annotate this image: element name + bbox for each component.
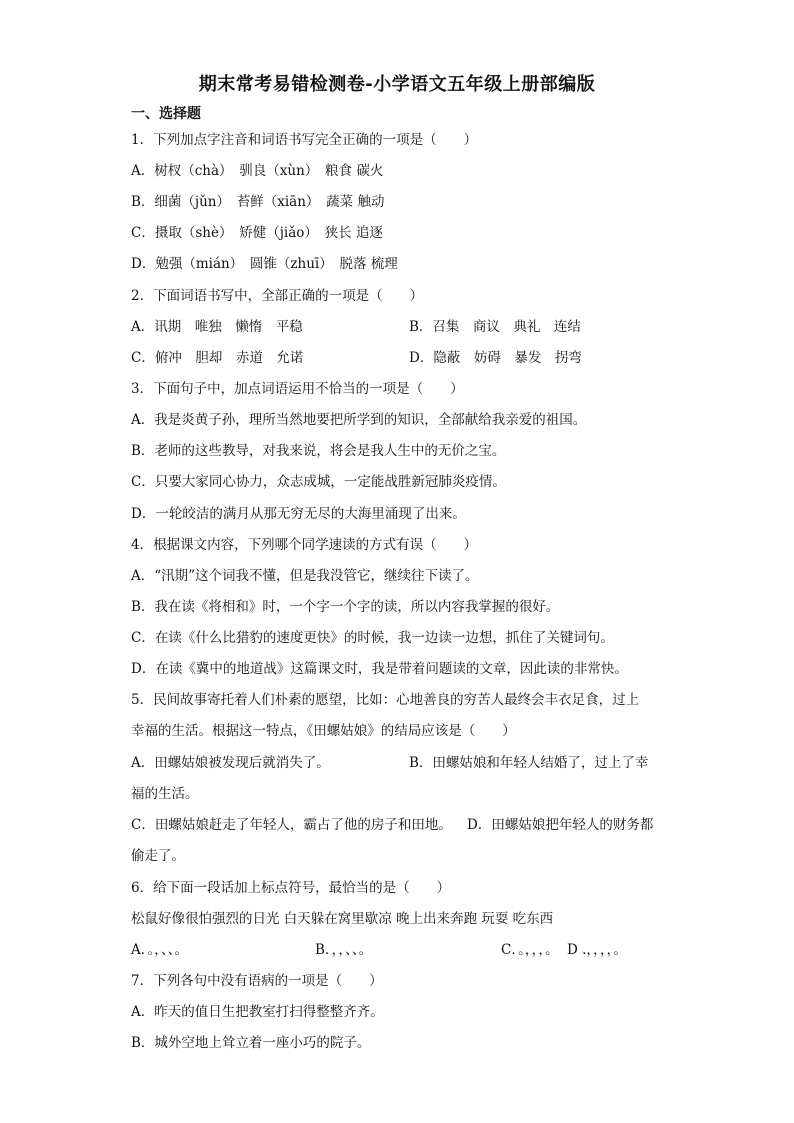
question-6-option-d: D .，，，，。 bbox=[567, 942, 627, 958]
question-4-option-b: B．我在读《将相和》时，一个字一个字的读，所以内容我掌握的很好。 bbox=[131, 599, 560, 615]
question-7-option-a: A．昨天的值日生把教室打扫得整整齐齐。 bbox=[131, 1004, 384, 1020]
question-6-option-b: B．，，、、。 bbox=[315, 942, 373, 958]
question-4-option-a: A．“汛期”这个词我不懂，但是我没管它，继续往下读了。 bbox=[131, 568, 479, 584]
question-4-option-c: C．在读《什么比猎豹的速度更快》的时候，我一边读一边想，抓住了关键词句。 bbox=[131, 630, 614, 646]
question-3-stem: 3．下面句子中，加点词语运用不恰当的一项是（ ） bbox=[131, 381, 464, 397]
question-1-option-b: B．细菌（jǔn） 苔鲜（xiān） 蔬菜 触动 bbox=[131, 194, 385, 210]
question-6-passage: 松鼠好像很怕强烈的日光 白天躲在窝里歇凉 晚上出来奔跑 玩耍 吃东西 bbox=[131, 911, 554, 927]
question-7-option-b: B．城外空地上耸立着一座小巧的院子。 bbox=[131, 1035, 371, 1051]
question-1-option-a: A．树杈（chà） 驯良（xùn） 粮食 碳火 bbox=[131, 163, 384, 179]
question-3-option-c: C．只要大家同心协力，众志成城，一定能战胜新冠肺炎疫情。 bbox=[131, 474, 506, 490]
question-5-option-a: A．田螺姑娘被发现后就消失了。 bbox=[131, 755, 330, 771]
question-1-option-c: C．摄取（shè） 矫健（jiǎo） 狭长 追逐 bbox=[131, 225, 383, 241]
question-1-option-d: D．勉强（mián） 圆锥（zhuī） 脱落 梳理 bbox=[131, 256, 398, 272]
question-3-option-d: D．一轮皎洁的满月从那无穷无尽的大海里涌现了出来。 bbox=[131, 506, 466, 522]
question-4-stem: 4．根据课文内容，下列哪个同学速读的方式有误（ ） bbox=[131, 537, 478, 553]
question-5-option-d-continued: 偷走了。 bbox=[131, 848, 185, 864]
question-5-stem: 5．民间故事寄托着人们朴素的愿望，比如：心地善良的穷苦人最终会丰衣足食，过上 bbox=[131, 692, 640, 708]
page-title: 期末常考易错检测卷-小学语文五年级上册部编版 bbox=[198, 74, 596, 95]
question-5-option-c: C．田螺姑娘赶走了年轻人，霸占了他的房子和田地。 bbox=[131, 817, 452, 833]
question-3-option-b: B．老师的这些教导，对我来说，将会是我人生中的无价之宝。 bbox=[131, 443, 506, 459]
question-2-option-b: B．召集 商议 典礼 连结 bbox=[409, 319, 581, 335]
question-3-option-a: A．我是炎黄子孙，理所当然地要把所学到的知识，全部献给我亲爱的祖国。 bbox=[131, 412, 587, 428]
question-5-option-b: B．田螺姑娘和年轻人结婚了，过上了幸 bbox=[409, 755, 649, 771]
question-6-option-c: C．。，，，。 bbox=[501, 942, 559, 958]
question-4-option-d: D．在读《冀中的地道战》这篇课文时，我是带着问题读的文章，因此读的非常快。 bbox=[131, 661, 628, 677]
question-2-option-c: C．俯冲 胆却 赤道 允诺 bbox=[131, 350, 304, 366]
question-2-option-d: D．隐蔽 妨碍 暴发 拐弯 bbox=[409, 350, 582, 366]
question-1-stem: 1．下列加点字注音和词语书写完全正确的一项是（ ） bbox=[131, 132, 478, 148]
question-6-stem: 6．给下面一段话加上标点符号，最恰当的是（ ） bbox=[131, 880, 451, 896]
question-6-option-a: A．。，、、。 bbox=[131, 942, 188, 958]
question-2-option-a: A．讯期 唯独 懒惰 平稳 bbox=[131, 319, 303, 335]
question-5-stem-continued: 幸福的生活。根据这一特点，《田螺姑娘》的结局应该是（ ） bbox=[131, 723, 516, 739]
question-2-stem: 2．下面词语书写中，全部正确的一项是（ ） bbox=[131, 288, 424, 304]
question-5-option-d: D．田螺姑娘把年轻人的财务都 bbox=[467, 817, 654, 833]
section-heading: 一、选择题 bbox=[131, 106, 201, 122]
question-7-stem: 7．下列各句中没有语病的一项是（ ） bbox=[131, 973, 383, 989]
question-5-option-b-continued: 福的生活。 bbox=[131, 786, 199, 802]
